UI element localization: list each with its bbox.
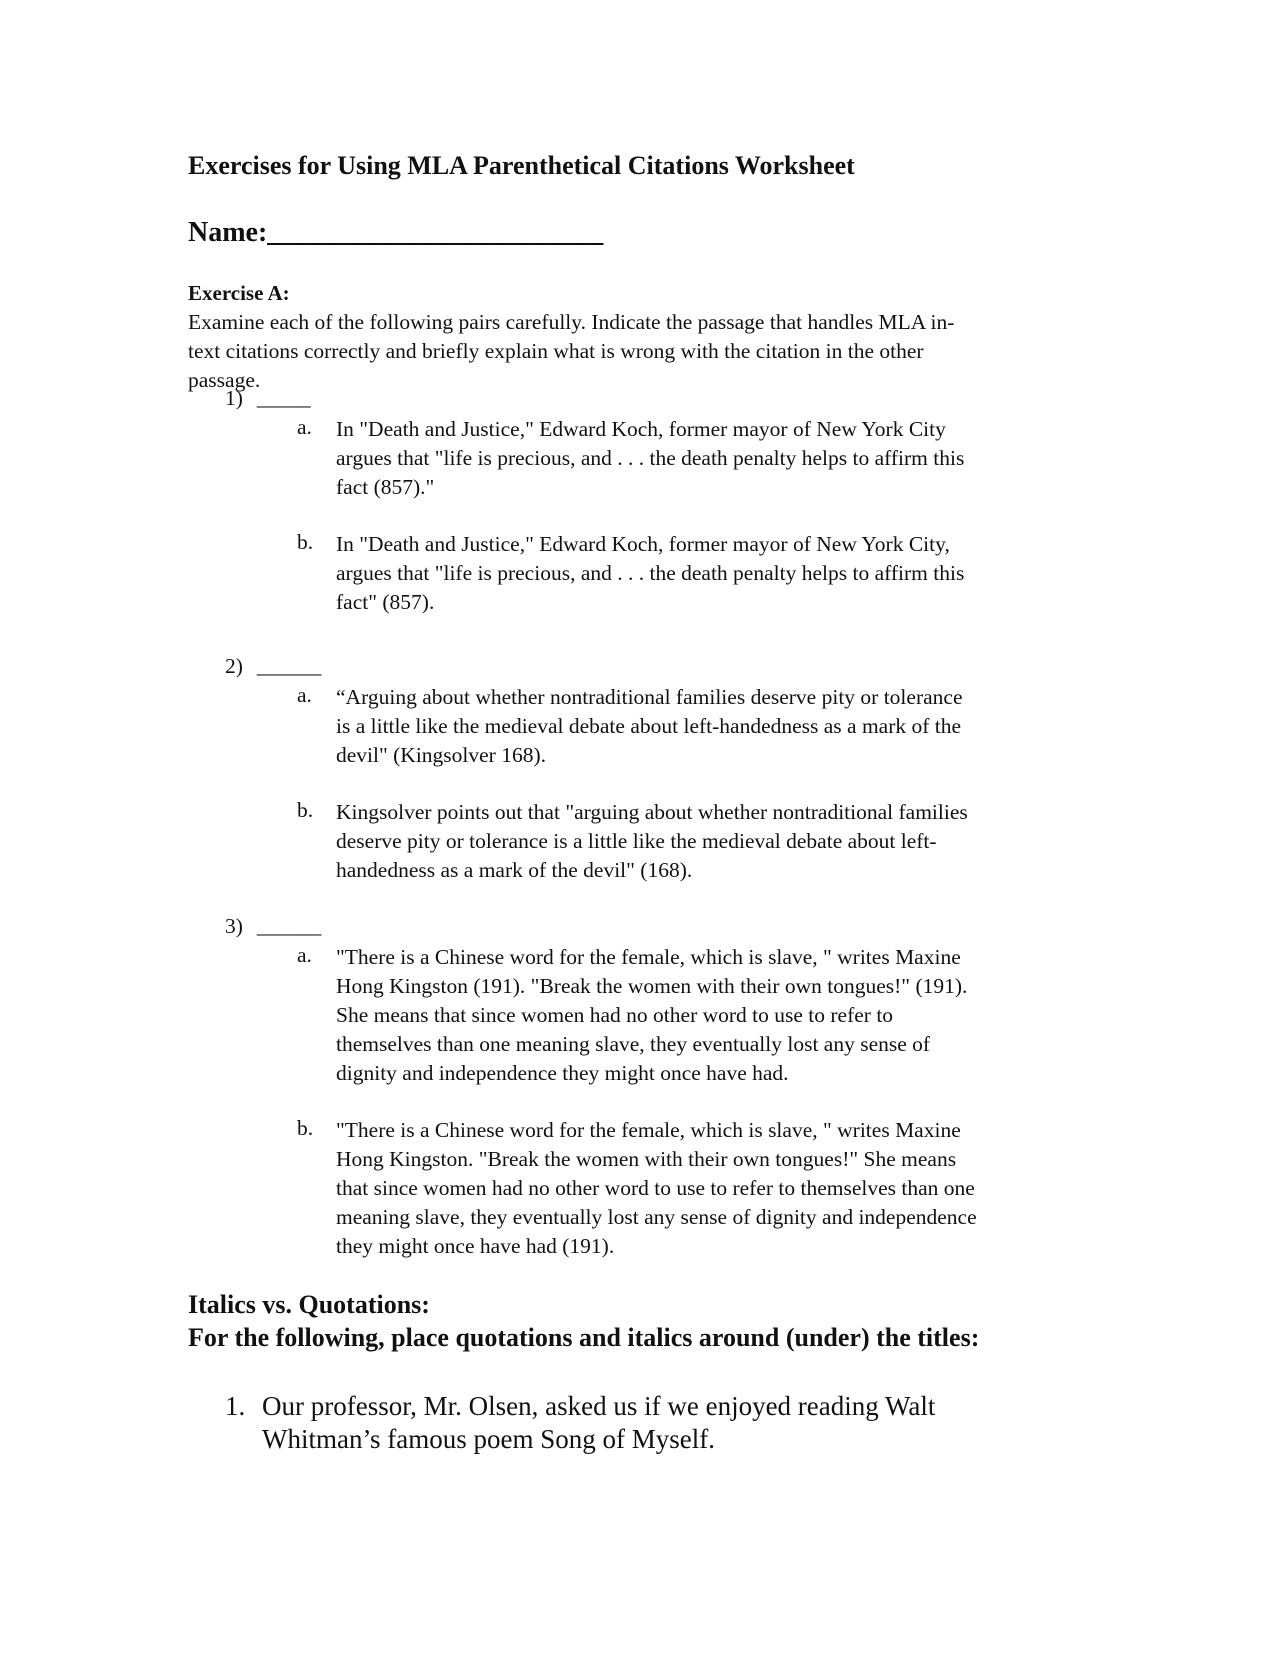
question-2-number xyxy=(225,654,321,679)
name-field-line: Name:________________________ xyxy=(188,217,604,248)
passage-line: handedness as a mark of the devil" (168). xyxy=(336,858,693,882)
italics-section-heading: Italics vs. Quotations: xyxy=(188,1290,430,1319)
answer-blank: _____ xyxy=(256,386,311,410)
page-title: Exercises for Using MLA Parenthetical Citations Worksheet xyxy=(188,151,855,180)
question-number: 1) xyxy=(225,386,243,410)
passage-line: Hong Kingston (191). "Break the women with their own tongues!" (191). xyxy=(336,974,968,998)
passage-line: In "Death and Justice," Edward Koch, former mayor of New York City xyxy=(336,417,946,441)
passage-line: "There is a Chinese word for the female, which is slave, " writes Maxine xyxy=(336,945,961,969)
question-number: 2) xyxy=(225,654,243,678)
passage-line: argues that "life is precious, and . . . the death penalty helps to affirm this xyxy=(336,446,965,470)
passage-line: “Arguing about whether nontraditional families deserve pity or tolerance xyxy=(336,685,963,709)
question-2b-passage xyxy=(336,798,968,885)
question-1b-passage xyxy=(336,530,964,617)
question-3-number xyxy=(225,914,321,939)
italics-item-1-text xyxy=(262,1390,935,1456)
item-line: Our professor, Mr. Olsen, asked us if we enjoyed reading Walt xyxy=(262,1391,936,1421)
instruction-line: Examine each of the following pairs carefully. Indicate the passage that handles MLA in- xyxy=(188,310,955,334)
question-number: 3) xyxy=(225,914,243,938)
instruction-line: passage. xyxy=(188,368,261,392)
passage-line: fact (857)." xyxy=(336,475,435,499)
passage-line: meaning slave, they eventually lost any sense of dignity and independence xyxy=(336,1205,977,1229)
passage-line: fact" (857). xyxy=(336,590,435,614)
question-2b-letter: b. xyxy=(297,798,314,822)
exercise-a-instructions xyxy=(188,308,1088,395)
question-1a-letter: a. xyxy=(297,415,312,439)
item-line: Whitman’s famous poem Song of Myself. xyxy=(262,1424,715,1454)
passage-line: In "Death and Justice," Edward Koch, former mayor of New York City, xyxy=(336,532,950,556)
question-2a-letter: a. xyxy=(297,683,312,707)
answer-blank: ______ xyxy=(256,654,322,678)
question-3a-passage xyxy=(336,943,967,1088)
passage-line: She means that since women had no other word to use to refer to xyxy=(336,1003,894,1027)
passage-line: "There is a Chinese word for the female, which is slave, " writes Maxine xyxy=(336,1118,961,1142)
question-1b-letter: b. xyxy=(297,530,314,554)
question-2a-passage xyxy=(336,683,962,770)
passage-line: argues that "life is precious, and . . . the death penalty helps to affirm this xyxy=(336,561,965,585)
exercise-a-heading: Exercise A: xyxy=(188,281,290,305)
passage-line: Hong Kingston. "Break the women with their own tongues!" She means xyxy=(336,1147,957,1171)
question-3b-passage xyxy=(336,1116,977,1261)
passage-line: themselves than one meaning slave, they eventually lost any sense of xyxy=(336,1032,931,1056)
italics-item-1-number: 1. xyxy=(225,1391,246,1421)
question-1-number xyxy=(225,386,311,411)
passage-line: Kingsolver points out that "arguing about whether nontraditional families xyxy=(336,800,968,824)
question-1a-passage xyxy=(336,415,964,502)
italics-section-subheading: For the following, place quotations and italics around (under) the titles: xyxy=(188,1323,980,1352)
passage-line: devil" (Kingsolver 168). xyxy=(336,743,547,767)
answer-blank: ______ xyxy=(256,914,322,938)
question-3a-letter: a. xyxy=(297,943,312,967)
question-3b-letter: b. xyxy=(297,1116,314,1140)
passage-line: is a little like the medieval debate about left-handedness as a mark of the xyxy=(336,714,962,738)
passage-line: that since women had no other word to use to refer to themselves than one xyxy=(336,1176,975,1200)
passage-line: deserve pity or tolerance is a little like the medieval debate about left- xyxy=(336,829,937,853)
instruction-line: text citations correctly and briefly explain what is wrong with the citation in the other xyxy=(188,339,924,363)
passage-line: they might once have had (191). xyxy=(336,1234,615,1258)
passage-line: dignity and independence they might once have had. xyxy=(336,1061,789,1085)
